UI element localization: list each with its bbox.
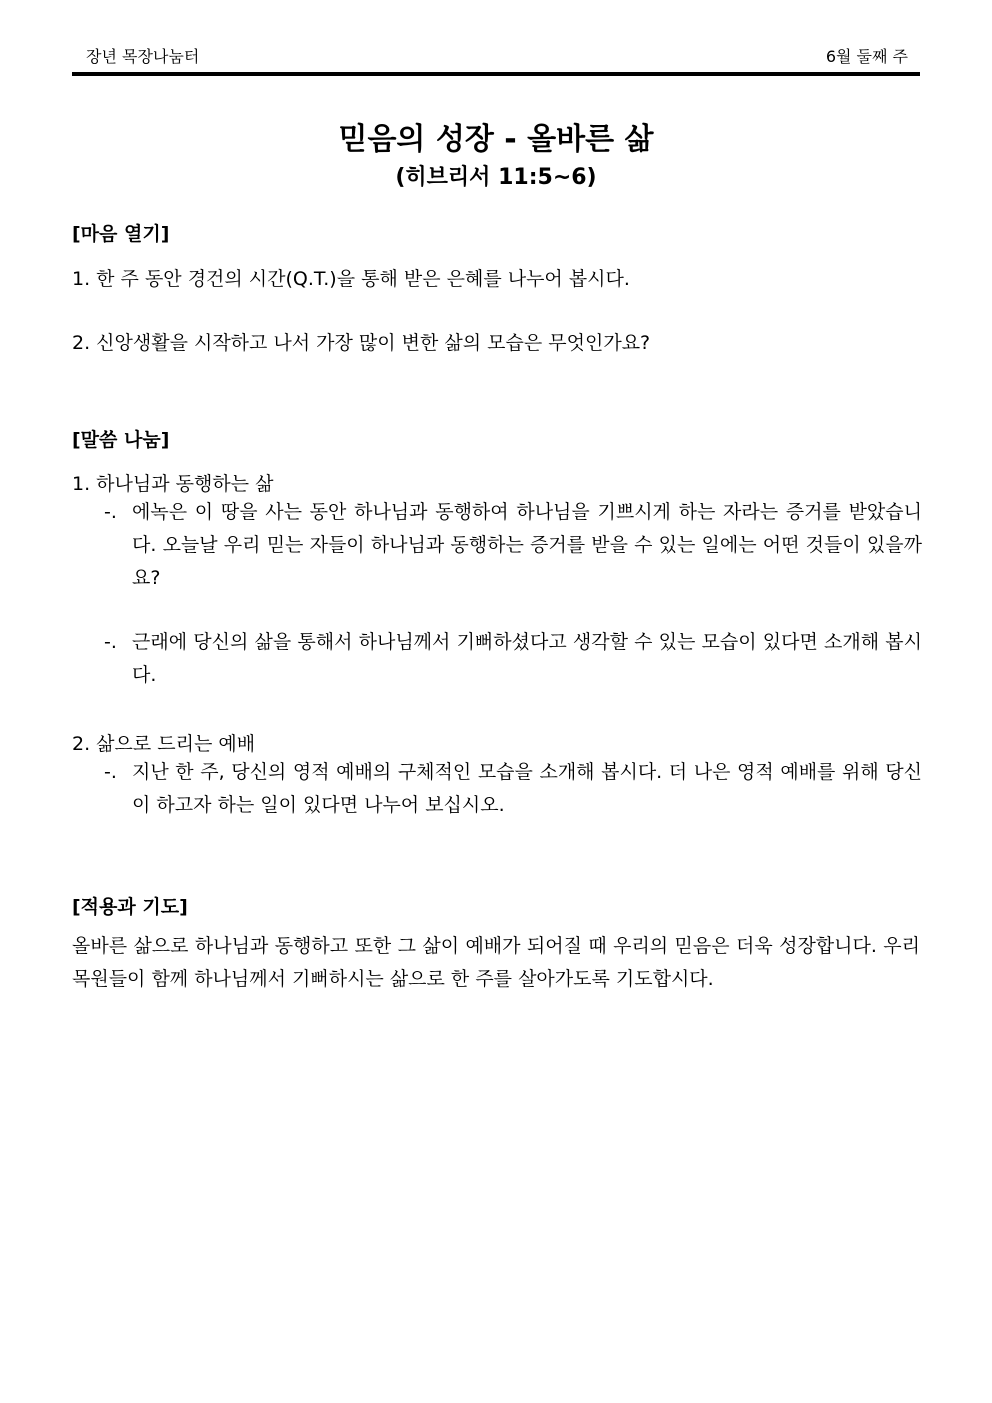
question-text: 지난 한 주, 당신의 영적 예배의 구체적인 모습을 소개해 봅시다. 더 나은 영적 예배를 위해 당신이 하고자 하는 일이 있다면 나누어 보십시오. bbox=[132, 761, 922, 816]
dash-marker: -. bbox=[104, 761, 117, 783]
question-text: 근래에 당신의 삶을 통해서 하나님께서 기뻐하셨다고 생각할 수 있는 모습이 있다면 소개해 봅시다. bbox=[132, 631, 922, 686]
section-heading-apply-pray: [적용과 기도] bbox=[72, 896, 188, 918]
header-divider bbox=[72, 72, 920, 76]
word-share-point-2-title: 2. 삶으로 드리는 예배 bbox=[72, 733, 256, 755]
header-right-label: 6월 둘째 주 bbox=[825, 47, 908, 66]
open-heart-item-1: 1. 한 주 동안 경건의 시간(Q.T.)을 통해 받은 은혜를 나누어 봅시다. bbox=[72, 268, 630, 290]
dash-marker: -. bbox=[104, 501, 117, 523]
word-share-point-1-title: 1. 하나님과 동행하는 삶 bbox=[72, 473, 274, 495]
open-heart-item-2: 2. 신앙생활을 시작하고 나서 가장 많이 변한 삶의 모습은 무엇인가요? bbox=[72, 332, 651, 354]
dash-marker: -. bbox=[104, 631, 117, 653]
section-heading-word-share: [말씀 나눔] bbox=[72, 429, 170, 451]
page-subtitle: (히브리서 11:5~6) bbox=[395, 165, 597, 190]
page-title: 믿음의 성장 - 올바른 삶 bbox=[338, 122, 654, 157]
apply-pray-body: 올바른 삶으로 하나님과 동행하고 또한 그 삶이 예배가 되어질 때 우리의 믿음은 더욱 성장합니다. 우리 목원들이 함께 하나님께서 기뻐하시는 삶으로 한 주를 살아가도록 기도합시다. bbox=[72, 935, 920, 990]
word-share-point-2-question-1 bbox=[104, 756, 922, 822]
word-share-point-1-question-1 bbox=[104, 496, 922, 595]
header-left-label: 장년 목장나눔터 bbox=[86, 47, 200, 66]
word-share-point-1-question-2 bbox=[104, 626, 922, 692]
question-text: 에녹은 이 땅을 사는 동안 하나님과 동행하여 하나님을 기쁘시게 하는 자라는 증거를 받았습니다. 오늘날 우리 믿는 자들이 하나님과 동행하는 증거를 받을 수 있는 일에는 어떤 것들이 있을까요? bbox=[132, 501, 922, 589]
section-heading-open-heart: [마음 열기] bbox=[72, 223, 170, 245]
